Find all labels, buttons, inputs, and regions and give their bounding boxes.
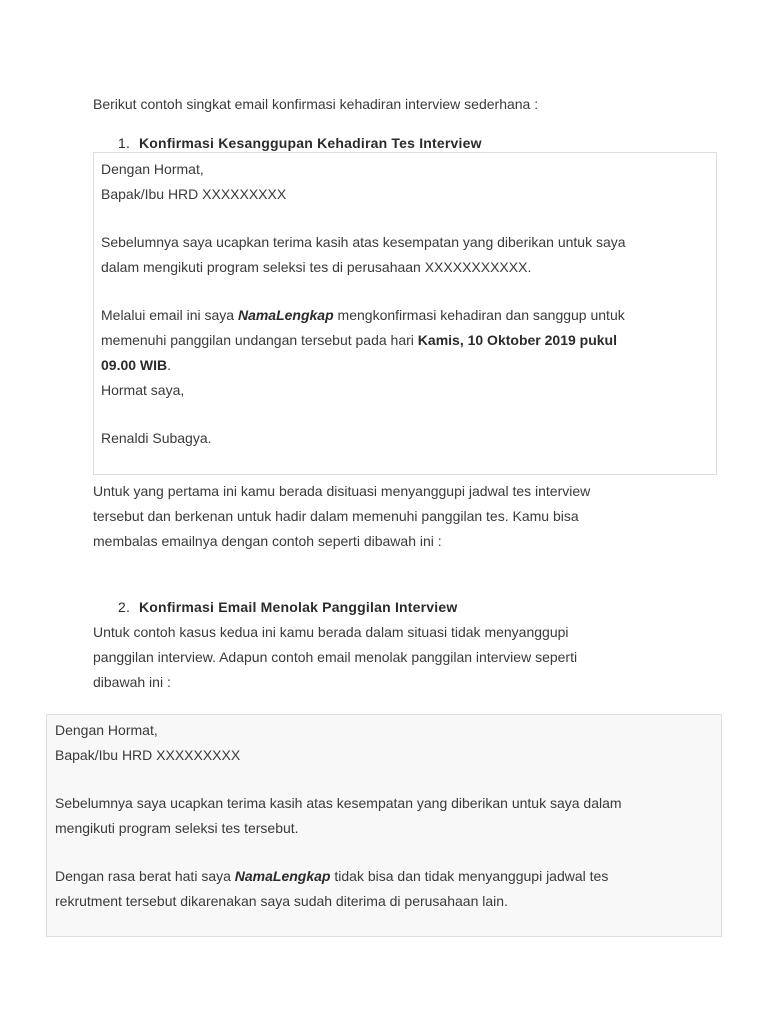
- email-1-signature: Renaldi Subagya.: [101, 430, 212, 446]
- section-1-title: Konfirmasi Kesanggupan Kehadiran Tes Interview: [139, 135, 482, 151]
- email-2-para1-line1: Sebelumnya saya ucapkan terima kasih atas kesempatan yang diberikan untuk saya dalam: [55, 795, 622, 811]
- email-example-accept: [93, 152, 717, 475]
- section-2-title: Konfirmasi Email Menolak Panggilan Interview: [139, 599, 458, 615]
- email-1-name: NamaLengkap: [237, 307, 334, 323]
- section-2-description: [93, 620, 693, 695]
- section-1-number: 1.: [118, 135, 131, 151]
- email-1-para2-line2: [101, 328, 708, 353]
- email-example-decline: [46, 714, 722, 937]
- email-2-name: NamaLengkap: [234, 868, 331, 884]
- email-1-para2-line3: [101, 353, 708, 378]
- email-1-recipient: Bapak/Ibu HRD XXXXXXXXX: [101, 186, 287, 202]
- email-2-greeting: Dengan Hormat,: [55, 722, 158, 738]
- section-2-description-line1: Untuk contoh kasus kedua ini kamu berada dalam situasi tidak menyanggupi: [93, 624, 569, 640]
- email-2-para2-line1: [55, 864, 713, 889]
- email-2-para2-post: tidak bisa dan tidak menyanggupi jadwal tes: [330, 868, 609, 884]
- section-1-explanation-line2: tersebut dan berkenan untuk hadir dalam memenuhi panggilan tes. Kamu bisa: [93, 508, 579, 524]
- email-1-para1-line1: Sebelumnya saya ucapkan terima kasih atas kesempatan yang diberikan untuk saya: [101, 234, 626, 250]
- email-1-period: .: [167, 357, 172, 373]
- section-1-heading: [118, 133, 482, 153]
- email-1-para2-pre: Melalui email ini saya: [101, 307, 238, 323]
- email-1-para1-line2: dalam mengikuti program seleksi tes di perusahaan XXXXXXXXXXX.: [101, 259, 532, 275]
- section-1-explanation: [93, 479, 693, 554]
- section-2-description-line2: panggilan interview. Adapun contoh email menolak panggilan interview seperti: [93, 649, 578, 665]
- email-1-closing: Hormat saya,: [101, 382, 185, 398]
- email-1-greeting: Dengan Hormat,: [101, 161, 204, 177]
- email-1-para2-line1: [101, 303, 708, 328]
- email-2-para2-pre: Dengan rasa berat hati saya: [55, 868, 235, 884]
- email-1-para2-mid: mengkonfirmasi kehadiran dan sanggup untuk: [333, 307, 625, 323]
- email-1-date-part1: Kamis, 10 Oktober 2019 pukul: [417, 332, 617, 348]
- section-2-number: 2.: [118, 599, 131, 615]
- email-2-para2-line2: rekrutment tersebut dikarenakan saya sudah diterima di perusahaan lain.: [55, 893, 508, 909]
- section-2-description-line3: dibawah ini :: [93, 674, 171, 690]
- section-1-explanation-line3: membalas emailnya dengan contoh seperti dibawah ini :: [93, 533, 442, 549]
- email-1-date-part2: 09.00 WIB: [101, 357, 168, 373]
- intro-text: Berikut contoh singkat email konfirmasi kehadiran interview sederhana :: [93, 96, 539, 112]
- email-2-para1-line2: mengikuti program seleksi tes tersebut.: [55, 820, 299, 836]
- email-1-para2-line2-pre: memenuhi panggilan undangan tersebut pada hari: [101, 332, 418, 348]
- section-2-heading: [118, 597, 457, 617]
- section-1-explanation-line1: Untuk yang pertama ini kamu berada disituasi menyanggupi jadwal tes interview: [93, 483, 591, 499]
- email-2-recipient: Bapak/Ibu HRD XXXXXXXXX: [55, 747, 241, 763]
